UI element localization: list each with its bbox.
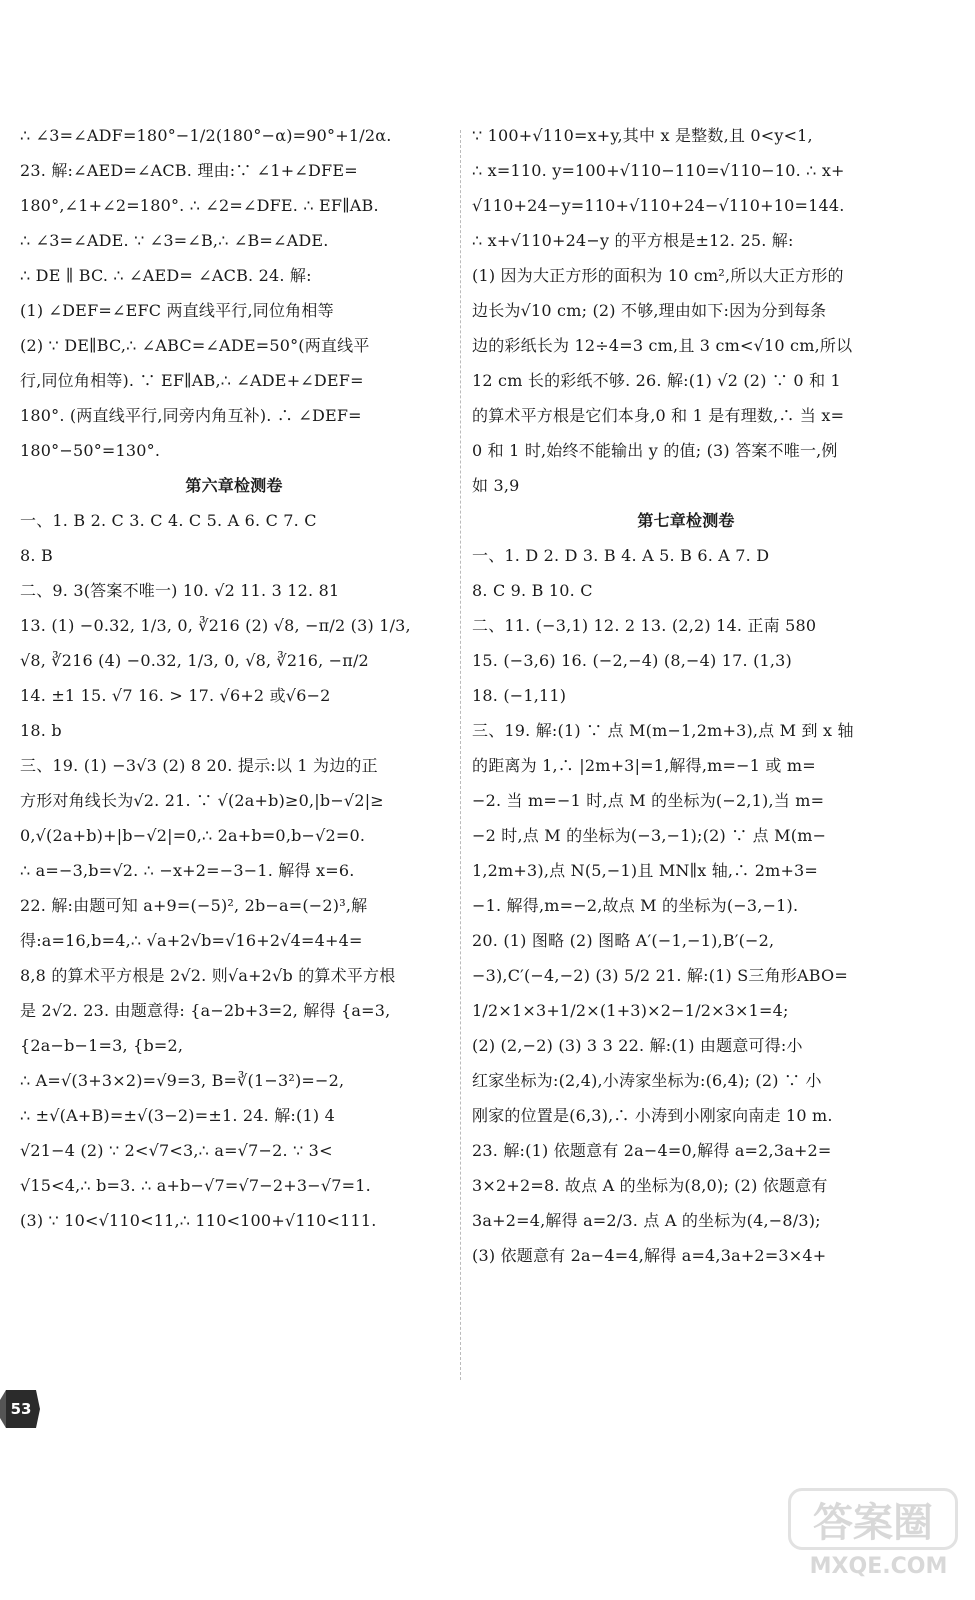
watermark-badge	[788, 1488, 958, 1550]
text-line: 18. b	[20, 721, 62, 740]
text-line: ∵ 100+√110=x+y,其中 x 是整数,且 0<y<1,	[472, 126, 813, 145]
text-line: ∴ x=110. y=100+√110−110=√110−10. ∴ x+	[472, 161, 845, 180]
text-line: 红家坐标为:(2,4),小涛家坐标为:(6,4); (2) ∵ 小	[472, 1071, 822, 1090]
text-line: 180°. (两直线平行,同旁内角互补). ∴ ∠DEF=	[20, 406, 362, 425]
watermark-main-text: 答案圈	[813, 1499, 933, 1546]
text-line: √15<4,∴ b=3. ∴ a+b−√7=√7−2+3−√7=1.	[20, 1176, 371, 1195]
text-line: 方形对角线长为√2. 21. ∵ √(2a+b)≥0,|b−√2|≥	[20, 791, 384, 810]
text-line: 1/2×1×3+1/2×(1+3)×2−1/2×3×1=4;	[472, 1001, 789, 1020]
text-line: ∴ ∠3=∠ADE. ∵ ∠3=∠B,∴ ∠B=∠ADE.	[20, 231, 329, 250]
text-line: 一、1. B 2. C 3. C 4. C 5. A 6. C 7. C	[20, 511, 317, 530]
text-line: ∴ ±√(A+B)=±√(3−2)=±1. 24. 解:(1) 4	[20, 1106, 335, 1125]
text-line: 行,同位角相等). ∵ EF∥AB,∴ ∠ADE+∠DEF=	[20, 371, 364, 390]
text-line: −1. 解得,m=−2,故点 M 的坐标为(−3,−1).	[472, 896, 799, 915]
text-line: 20. (1) 图略 (2) 图略 A′(−1,−1),B′(−2,	[472, 931, 775, 950]
text-line: 一、1. D 2. D 3. B 4. A 5. B 6. A 7. D	[472, 546, 770, 565]
text-line: 18. (−1,11)	[472, 686, 567, 705]
page-number-badge	[0, 1388, 42, 1430]
text-line: 14. ±1 15. √7 16. > 17. √6+2 或√6−2	[20, 686, 331, 705]
text-line: −2. 当 m=−1 时,点 M 的坐标为(−2,1),当 m=	[472, 791, 825, 810]
text-line: (1) ∠DEF=∠EFC 两直线平行,同位角相等	[20, 301, 334, 320]
text-line: 三、19. 解:(1) ∵ 点 M(m−1,2m+3),点 M 到 x 轴	[472, 721, 854, 740]
text-line: 12 cm 长的彩纸不够. 26. 解:(1) √2 (2) ∵ 0 和 1	[472, 371, 841, 390]
page-number: 53	[10, 1400, 32, 1418]
text-line: {2a−b−1=3, {b=2,	[20, 1036, 184, 1055]
text-line: 是 2√2. 23. 由题意得: {a−2b+3=2, 解得 {a=3,	[20, 1001, 391, 1020]
text-line: 15. (−3,6) 16. (−2,−4) (8,−4) 17. (1,3)	[472, 651, 792, 670]
text-line: ∴ ∠3=∠ADF=180°−1/2(180°−α)=90°+1/2α.	[20, 126, 392, 145]
text-line: 8. C 9. B 10. C	[472, 581, 593, 600]
text-line: (2) (2,−2) (3) 3 3 22. 解:(1) 由题意可得:小	[472, 1036, 803, 1055]
text-line: ∴ DE ∥ BC. ∴ ∠AED= ∠ACB. 24. 解:	[20, 266, 312, 285]
left-column	[20, 118, 448, 1238]
text-line: ∴ a=−3,b=√2. ∴ −x+2=−3−1. 解得 x=6.	[20, 861, 355, 880]
text-line: 刚家的位置是(6,3),∴ 小涛到小刚家向南走 10 m.	[472, 1106, 833, 1125]
text-line: (2) ∵ DE∥BC,∴ ∠ABC=∠ADE=50°(两直线平	[20, 336, 370, 355]
text-line: 如 3,9	[472, 476, 520, 495]
text-line: 22. 解:由题可知 a+9=(−5)², 2b−a=(−2)³,解	[20, 896, 368, 915]
watermark-logo	[788, 1488, 958, 1583]
text-line: −2 时,点 M 的坐标为(−3,−1);(2) ∵ 点 M(m−	[472, 826, 827, 845]
text-line: 3×2+2=8. 故点 A 的坐标为(8,0); (2) 依题意有	[472, 1176, 828, 1195]
right-column	[472, 118, 900, 1273]
text-line: √110+24−y=110+√110+24−√110+10=144.	[472, 196, 845, 215]
text-line: 8. B	[20, 546, 53, 565]
section-heading: 第六章检测卷	[185, 476, 283, 495]
text-line: (3) 依题意有 2a−4=4,解得 a=4,3a+2=3×4+	[472, 1246, 827, 1265]
text-line: 3a+2=4,解得 a=2/3. 点 A 的坐标为(4,−8/3);	[472, 1211, 821, 1230]
text-line: 8,8 的算术平方根是 2√2. 则√a+2√b 的算术平方根	[20, 966, 396, 985]
text-line: √8, ∛216 (4) −0.32, 1/3, 0, √8, ∛216, −π/2	[20, 651, 369, 670]
text-line: 的距离为 1,∴ |2m+3|=1,解得,m=−1 或 m=	[472, 756, 816, 775]
text-line: ∴ A=√(3+3×2)=√9=3, B=∛(1−3²)=−2,	[20, 1071, 345, 1090]
text-line: 得:a=16,b=4,∴ √a+2√b=√16+2√4=4+4=	[20, 931, 363, 950]
text-line: 的算术平方根是它们本身,0 和 1 是有理数,∴ 当 x=	[472, 406, 845, 425]
text-line: 180°−50°=130°.	[20, 441, 161, 460]
text-line: 23. 解:(1) 依题意有 2a−4=0,解得 a=2,3a+2=	[472, 1141, 832, 1160]
text-line: 0,√(2a+b)+|b−√2|=0,∴ 2a+b=0,b−√2=0.	[20, 826, 366, 845]
section-heading: 第七章检测卷	[637, 511, 735, 530]
text-line: 13. (1) −0.32, 1/3, 0, ∛216 (2) √8, −π/2 (3) 1/3,	[20, 616, 411, 635]
watermark-url: MXQE.COM	[809, 1554, 948, 1579]
text-line: √21−4 (2) ∵ 2<√7<3,∴ a=√7−2. ∵ 3<	[20, 1141, 333, 1160]
text-line: 1,2m+3),点 N(5,−1)且 MN∥x 轴,∴ 2m+3=	[472, 861, 819, 880]
text-line: 二、11. (−3,1) 12. 2 13. (2,2) 14. 正南 580	[472, 616, 817, 635]
text-line: 0 和 1 时,始终不能输出 y 的值; (3) 答案不唯一,例	[472, 441, 838, 460]
text-line: 边长为√10 cm; (2) 不够,理由如下:因为分到每条	[472, 301, 827, 320]
text-line: (3) ∵ 10<√110<11,∴ 110<100+√110<111.	[20, 1211, 377, 1230]
text-line: 二、9. 3(答案不唯一) 10. √2 11. 3 12. 81	[20, 581, 340, 600]
text-line: ∴ x+√110+24−y 的平方根是±12. 25. 解:	[472, 231, 794, 250]
text-line: 180°,∠1+∠2=180°. ∴ ∠2=∠DFE. ∴ EF∥AB.	[20, 196, 379, 215]
text-line: 三、19. (1) −3√3 (2) 8 20. 提示:以 1 为边的正	[20, 756, 378, 775]
text-line: 边的彩纸长为 12÷4=3 cm,且 3 cm<√10 cm,所以	[472, 336, 853, 355]
column-divider	[460, 130, 461, 1380]
text-line: −3),C′(−4,−2) (3) 5/2 21. 解:(1) S三角形ABO=	[472, 966, 848, 985]
text-line: (1) 因为大正方形的面积为 10 cm²,所以大正方形的	[472, 266, 844, 285]
text-line: 23. 解:∠AED=∠ACB. 理由:∵ ∠1+∠DFE=	[20, 161, 358, 180]
